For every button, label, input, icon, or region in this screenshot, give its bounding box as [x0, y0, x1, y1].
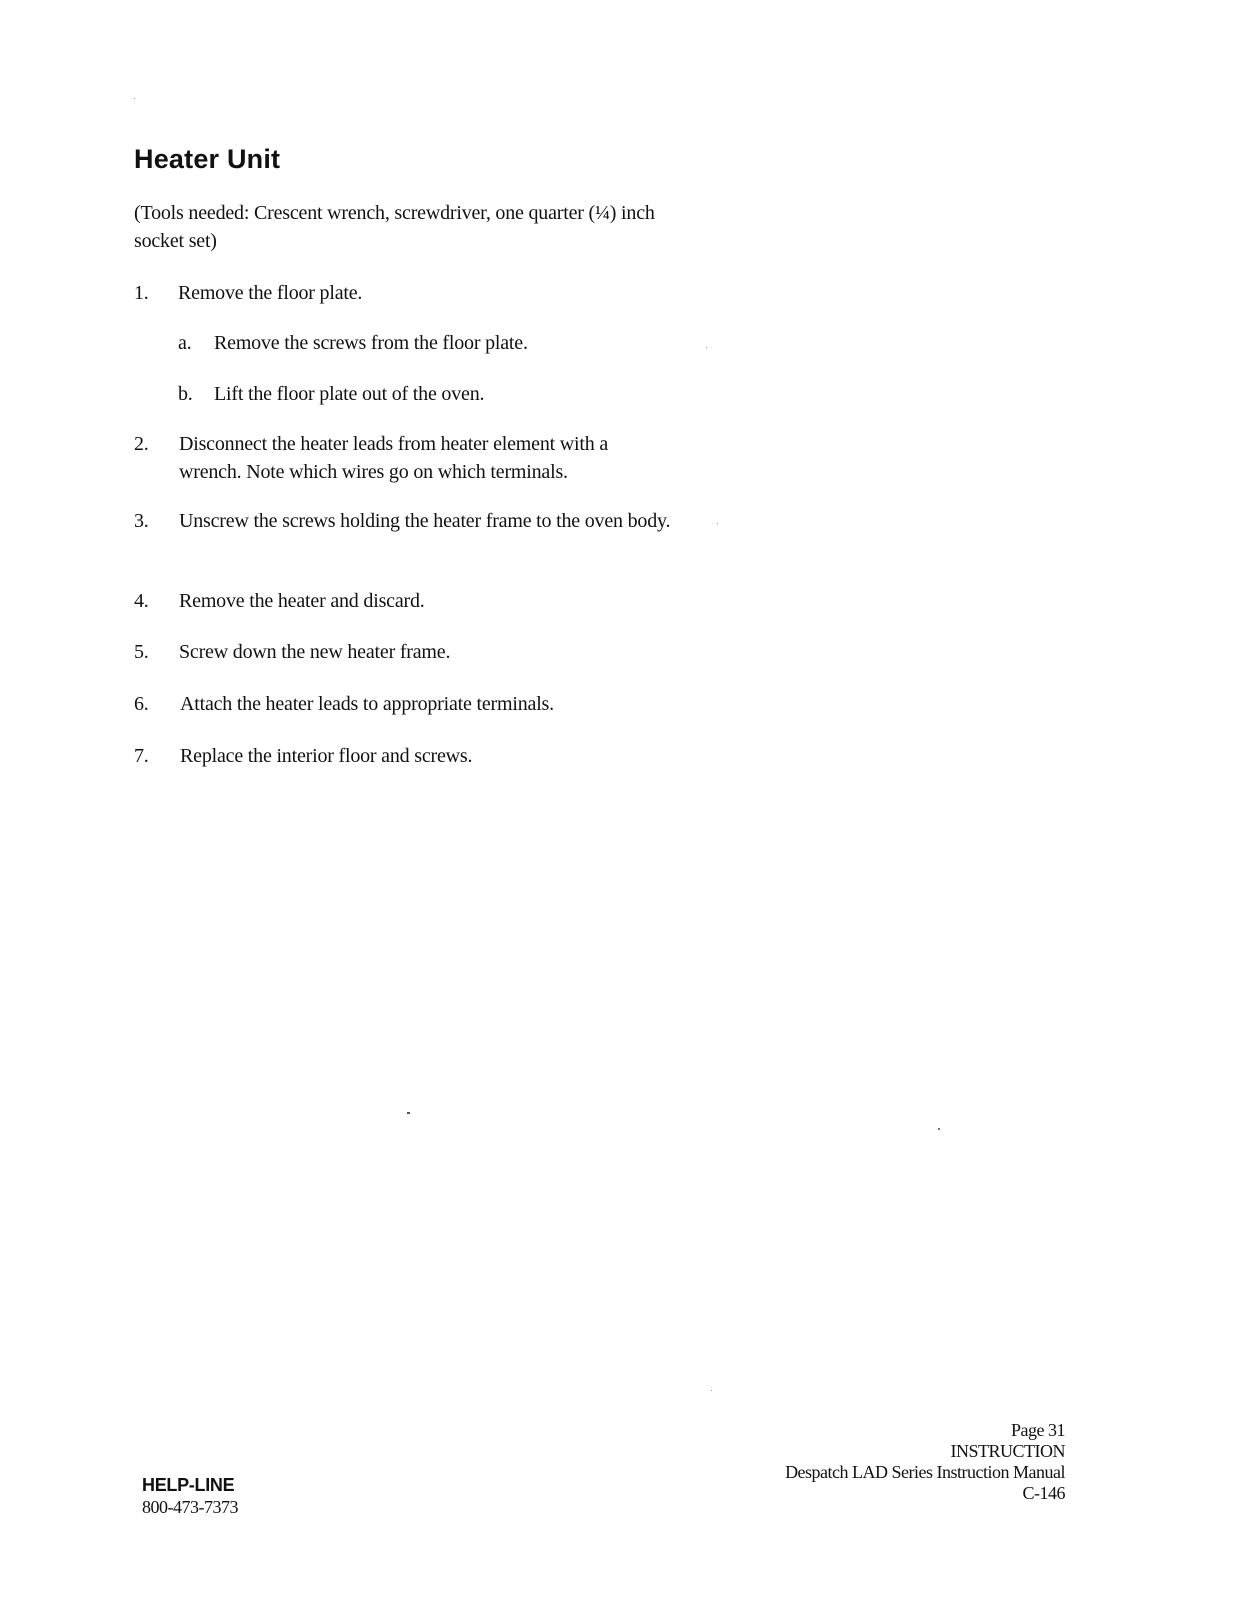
step-number: 5.: [134, 641, 149, 663]
step-text: Disconnect the heater leads from heater element with a wrench. Note which wires go on which terminals.: [179, 433, 609, 483]
scan-speck: [711, 1390, 712, 1391]
step-text: Replace the interior floor and screws.: [180, 745, 473, 767]
document-code: C-146: [1022, 1483, 1065, 1503]
page-footer-info: [785, 1420, 1065, 1504]
substep-text: Remove the screws from the floor plate.: [214, 332, 528, 354]
substep-letter: b.: [178, 383, 193, 405]
section-label: INSTRUCTION: [950, 1441, 1065, 1461]
scan-speck: [706, 347, 707, 348]
scan-speck: [938, 1128, 940, 1130]
page-number: Page 31: [1011, 1420, 1065, 1440]
step-text: Remove the heater and discard.: [179, 590, 425, 612]
tools-needed-note: (Tools needed: Crescent wrench, screwdriver, one quarter (¼) inch socket set): [134, 202, 655, 252]
step-number: 2.: [134, 433, 149, 455]
manual-title: Despatch LAD Series Instruction Manual: [785, 1462, 1065, 1482]
step-text: Attach the heater leads to appropriate terminals.: [180, 693, 554, 715]
section-heading: Heater Unit: [134, 144, 281, 174]
step-text: Unscrew the screws holding the heater frame to the oven body.: [179, 510, 671, 532]
substep-text: Lift the floor plate out of the oven.: [214, 383, 485, 405]
scan-speck: [717, 523, 718, 524]
step-number: 3.: [134, 510, 149, 532]
step-text: Screw down the new heater frame.: [179, 641, 451, 663]
substep-letter: a.: [178, 332, 192, 354]
helpline-number: 800-473-7373: [142, 1497, 238, 1517]
step-text: Remove the floor plate.: [178, 282, 363, 304]
scan-speck: [407, 1112, 410, 1114]
scan-speck: [134, 98, 135, 99]
helpline-label: HELP-LINE: [142, 1475, 235, 1495]
step-number: 7.: [134, 745, 149, 767]
step-number: 4.: [134, 590, 149, 612]
helpline-block: [142, 1474, 238, 1518]
step-number: 1.: [134, 282, 149, 304]
step-number: 6.: [134, 693, 149, 715]
